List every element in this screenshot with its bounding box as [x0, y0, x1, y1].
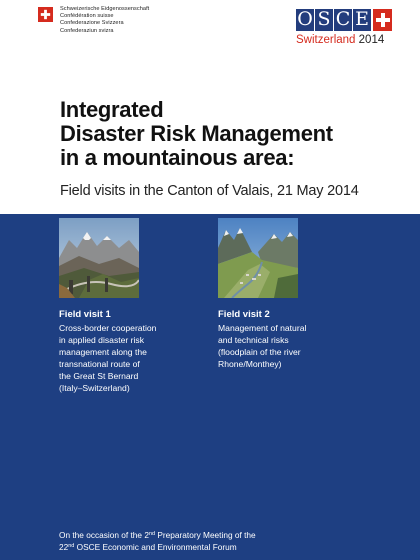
osce-year: 2014 — [358, 34, 385, 46]
page-subtitle: Field visits in the Canton of Valais, 21 May 2014 — [60, 183, 359, 199]
confederation-name-de: Schweizerische Eidgenossenschaft — [60, 6, 150, 12]
ordinal-suffix: nd — [68, 543, 75, 549]
osce-letter-o: O — [297, 8, 313, 30]
osce-chairmanship — [296, 33, 392, 47]
field-visit-1-line: the Great St Bernard — [59, 371, 139, 381]
field-visit-1-line: transnational route of — [59, 359, 140, 369]
occasion-text: On the occasion of the 2 — [59, 530, 149, 540]
field-visit-2-line: Management of natural — [218, 323, 307, 333]
confederation-name-fr: Confédération suisse — [60, 13, 114, 20]
confederation-names — [60, 6, 149, 35]
mountain-road-photo — [59, 218, 139, 298]
field-visit-1-line: (Italy–Switzerland) — [59, 383, 130, 393]
confederation-name-rm: Confederaziun svizra — [60, 27, 114, 34]
occasion-note — [59, 529, 256, 553]
swiss-flag-icon — [38, 7, 53, 22]
swiss-confederation-logo — [38, 6, 149, 35]
field-visit-1-heading: Field visit 1 — [59, 309, 111, 320]
occasion-text: Preparatory Meeting of the — [155, 530, 256, 540]
valley-photo — [218, 218, 298, 298]
osce-letter-e: E — [353, 9, 371, 31]
osce-letter-c: C — [335, 8, 351, 30]
osce-logo — [296, 9, 392, 47]
ordinal-suffix: nd — [148, 531, 156, 537]
osce-wordmark — [296, 9, 392, 31]
field-visit-2-line: Rhone/Monthey) — [218, 359, 282, 369]
field-visit-1-line: in applied disaster risk — [59, 335, 145, 345]
field-visit-2-line: and technical risks — [218, 335, 289, 345]
field-visit-2-heading: Field visit 2 — [218, 309, 270, 320]
field-visit-1-line: management along the — [59, 347, 147, 357]
field-visit-1 — [59, 309, 179, 394]
field-visit-2-line: (floodplain of the river — [218, 347, 301, 357]
field-visit-2 — [218, 309, 338, 370]
confederation-name-it: Confederazione Svizzera — [60, 20, 124, 27]
osce-country: Switzerland — [296, 34, 356, 46]
title-line-1: Integrated — [60, 97, 164, 122]
title-line-3: in a mountainous area: — [60, 145, 295, 170]
occasion-line-1 — [59, 529, 256, 541]
field-visit-1-line: Cross-border cooperation — [59, 323, 157, 333]
swiss-cross-icon — [373, 9, 392, 31]
occasion-text: OSCE Economic and Environmental Forum — [74, 542, 237, 552]
occasion-text: 22 — [59, 542, 69, 552]
occasion-line-2 — [59, 541, 256, 553]
title-line-2: Disaster Risk Management — [60, 121, 333, 146]
osce-letter-s: S — [315, 9, 333, 31]
photo-rhone-valley — [218, 218, 298, 298]
page-title — [60, 98, 333, 170]
photo-great-st-bernard — [59, 218, 139, 298]
